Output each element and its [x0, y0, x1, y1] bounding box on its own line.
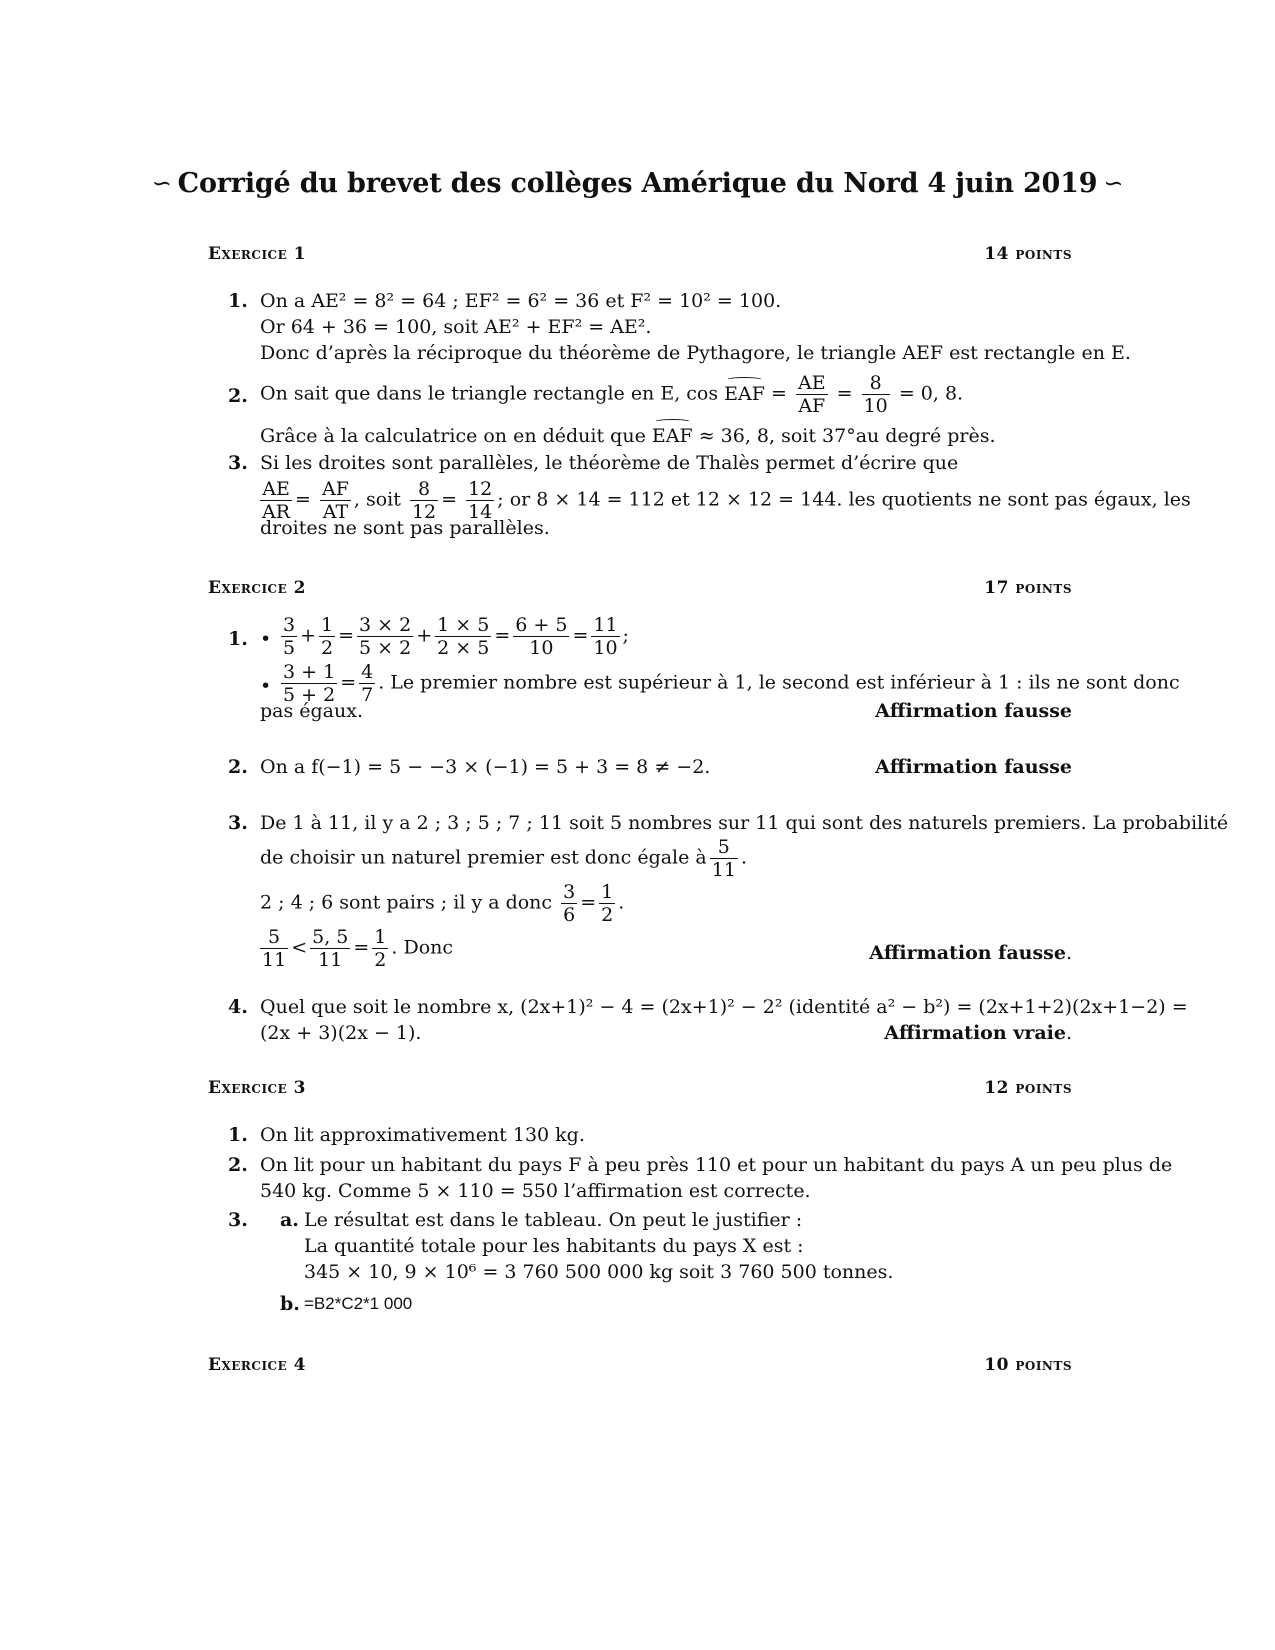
numerator: 1: [601, 881, 614, 903]
ex2-q1-bullet-b: • $\frac{3 + 1}{5 + 2}$ = $\frac{4}{7}$ . Le premier nombre est supérieur à 1, le second est inférieur à 1 : ils ne sont donc: [260, 661, 1180, 706]
denominator: 2 × 5: [437, 637, 490, 659]
denominator: AR: [262, 501, 291, 523]
denominator: 11: [711, 859, 736, 881]
ex1-q2-line1: [260, 372, 1072, 417]
fraction: [372, 926, 388, 971]
fraction-5-11: [710, 836, 738, 881]
fraction: [281, 614, 297, 659]
ex2-question-1: [228, 614, 1180, 724]
fraction: [435, 614, 491, 659]
ex2-q3-text: de choisir un naturel premier est donc égale à: [260, 846, 707, 869]
ex1-q2-text2: Grâce à la calculatrice on en déduit que: [260, 425, 646, 447]
ex2-q4-line2: [260, 1020, 1072, 1046]
denominator: AT: [322, 501, 349, 523]
exercise-4-header: [208, 1355, 1072, 1375]
numerator: 11: [593, 614, 618, 636]
ex3-question-2: [228, 1152, 1173, 1204]
verdict: Affirmation vraie.: [884, 1022, 1072, 1044]
ex2-question-4: [228, 994, 1188, 1046]
fraction: [599, 881, 615, 926]
fraction: [260, 926, 288, 971]
verdict: Affirmation fausse: [875, 756, 1072, 778]
soit-text: , soit: [353, 488, 401, 511]
result: = 0, 8.: [898, 382, 964, 405]
verdict-text: Affirmation fausse: [869, 942, 1066, 964]
title-text: Corrigé du brevet des collèges Amérique du Nord 4 juin 2019: [177, 168, 1098, 199]
ex2-q3-line4: $\frac{5}{11}$ < $\frac{5, 5}{11}$ = $\frac{1}{2}$ . Donc Affirmation fausse.: [262, 926, 1072, 971]
verdict: Affirmation fausse: [875, 700, 1072, 722]
ex3-q3a-line3: 345 × 10, 9 × 10⁶ = 3 760 500 000 kg soit 3 760 500 tonnes.: [304, 1261, 894, 1283]
exercise-2-header: [208, 578, 1072, 598]
denominator: 11: [262, 949, 287, 971]
denominator: 2: [374, 949, 387, 971]
denominator: 11: [318, 949, 343, 971]
numerator: 3 × 2: [359, 614, 412, 636]
exercise-label: Exercice 3: [208, 1078, 306, 1098]
fraction-ae-af: [796, 372, 828, 417]
exercise-1-header: [208, 244, 1072, 264]
ex2-q4-line1: Quel que soit le nombre x, (2x+1)² − 4 = (2x+1)² − 2² (identité a² − b²) = (2x+1+2)(2x+1−2) =: [260, 996, 1188, 1018]
ex2-q1-bullet-a: • $\frac{3}{5}$ + $\frac{1}{2}$ = $\frac{3 \times 2}{5 \times 2}$ + $\frac{1 \times 5}{2 \times 5}$ = $\frac{6 + 5}{10}$ = $\frac{11}{10}$ ;: [260, 614, 629, 659]
numerator: 1 × 5: [437, 614, 490, 636]
ex2-q2-text: On a f(−1) = 5 − −3 × (−1) = 5 + 3 = 8 ≠ −2.: [260, 756, 711, 778]
ex1-q3-line1: Si les droites sont parallèles, le théorème de Thalès permet d’écrire que: [260, 452, 959, 474]
ex2-q1-text: . Le premier nombre est supérieur à 1, le second est inférieur à 1 : ils ne sont donc: [378, 671, 1180, 694]
question-number: 3.: [228, 812, 248, 834]
numerator: 4: [361, 661, 374, 683]
ex2-q1-last-line: [260, 698, 1072, 724]
fraction: [561, 881, 577, 926]
fraction: [591, 614, 619, 659]
denominator: 10: [863, 395, 888, 417]
numerator: 6 + 5: [515, 614, 568, 636]
ex1-q3-line3: droites ne sont pas parallèles.: [260, 517, 550, 539]
ex3-q3-part-a: [260, 1207, 1072, 1285]
exercise-points: 10 points: [984, 1355, 1072, 1375]
numerator: 3: [283, 614, 296, 636]
subquestion-label: b.: [280, 1293, 300, 1315]
question-number: 1.: [228, 290, 248, 312]
ex1-question-1: [228, 288, 1131, 366]
exercise-label: Exercice 2: [208, 578, 306, 598]
numerator: 5: [710, 836, 738, 859]
angle-eaf: EAF: [724, 382, 765, 405]
denominator: 6: [563, 904, 576, 926]
ex3-q2-line2: 540 kg. Comme 5 × 110 = 550 l’affirmation est correcte.: [260, 1180, 811, 1202]
ex3-q3-part-b: [260, 1291, 1072, 1317]
numerator: 5: [260, 926, 288, 949]
ex1-q3-rest: ; or 8 × 14 = 112 et 12 × 12 = 144. les quotients ne sont pas égaux, les: [497, 488, 1191, 511]
denominator: 2: [321, 637, 334, 659]
ex1-q1-line3: Donc d’après la réciproque du théorème de Pythagore, le triangle AEF est rectangle en E.: [260, 342, 1131, 364]
ex1-question-3: [228, 450, 1191, 541]
numerator: 5, 5: [312, 926, 349, 948]
denominator: 7: [361, 684, 374, 706]
numerator: 12: [468, 478, 493, 500]
ex2-q1-text2: pas égaux.: [260, 700, 364, 722]
question-number: 1.: [228, 1124, 248, 1146]
ex2-q3-line1: De 1 à 11, il y a 2 ; 3 ; 5 ; 7 ; 11 soit 5 nombres sur 11 qui sont des naturels premiers. La probabilité: [260, 812, 1229, 834]
ornament-left-icon: ∽: [151, 169, 172, 197]
ex1-q1-line1: On a AE² = 8² = 64 ; EF² = 6² = 36 et F² = 10² = 100.: [260, 290, 782, 312]
ex1-q3-line2: $\frac{AE}{AR}$ = $\frac{AF}{AT}$ , soit $\frac{8}{12}$ = $\frac{12}{14}$ ; or 8 × 14 = 112 et 12 × 12 = 144. les quotients ne sont pas égaux, les: [262, 478, 1191, 523]
exercise-label: Exercice 1: [208, 244, 306, 264]
exercise-3-header: [208, 1078, 1072, 1098]
numerator: 8: [862, 372, 890, 395]
denominator: 12: [411, 501, 437, 523]
denominator: 5: [283, 637, 296, 659]
exercise-label: Exercice 4: [208, 1355, 306, 1375]
ex3-question-1: [228, 1122, 1072, 1148]
denominator: 5 + 2: [283, 684, 336, 706]
exercise-points: 14 points: [984, 244, 1072, 264]
ex3-q3a-line2: La quantité totale pour les habitants du pays X est :: [304, 1235, 804, 1257]
ex3-q3b-formula: =B2*C2*1 000: [304, 1294, 413, 1313]
question-number: 2.: [228, 756, 248, 778]
bullet-icon: •: [260, 675, 272, 697]
fraction: [310, 926, 350, 971]
ex1-q2-line2: [260, 423, 1072, 449]
numerator: AE: [797, 372, 826, 394]
ex1-q2-text3: ≈ 36, 8, soit 37°au degré près.: [698, 425, 996, 447]
ornament-right-icon: ∽: [1103, 169, 1124, 197]
denominator: 5 × 2: [359, 637, 412, 659]
question-number: 4.: [228, 996, 248, 1018]
donc-text: . Donc: [391, 936, 454, 959]
question-number: 3.: [228, 1209, 248, 1231]
ex1-q1-line2: Or 64 + 36 = 100, soit AE² + EF² = AE².: [260, 316, 652, 338]
ex2-question-2: [228, 754, 1072, 780]
ex2-q3-text2: 2 ; 4 ; 6 sont pairs ; il y a donc: [260, 891, 553, 914]
ex3-q2-line1: On lit pour un habitant du pays F à peu près 110 et pour un habitant du pays A un peu plus de: [260, 1154, 1173, 1176]
fraction: [319, 614, 335, 659]
fraction: [513, 614, 569, 659]
ex2-question-3: [228, 810, 1229, 971]
denominator: 2: [601, 904, 614, 926]
ex3-q1-text: On lit approximativement 130 kg.: [260, 1124, 585, 1146]
ex2-q3-line3: 2 ; 4 ; 6 sont pairs ; il y a donc $\frac{3}{6}$ = $\frac{1}{2}$ .: [260, 881, 625, 926]
question-number: 3.: [228, 452, 248, 474]
ex2-q4-text: (2x + 3)(2x − 1).: [260, 1022, 422, 1044]
denominator: 14: [468, 501, 493, 523]
ex2-q2-line: [260, 754, 1072, 780]
numerator: 1: [374, 926, 387, 948]
verdict: Affirmation fausse.: [869, 942, 1072, 964]
verdict-text: Affirmation vraie: [884, 1022, 1066, 1044]
ex1-question-2: [228, 372, 1072, 449]
numerator: 1: [321, 614, 334, 636]
question-number: 2.: [228, 1154, 248, 1176]
equals: =: [836, 382, 853, 405]
exercise-points: 12 points: [984, 1078, 1072, 1098]
ex2-q3-line2: de choisir un naturel premier est donc égale à $\frac{5}{11}$ .: [260, 836, 747, 881]
equals: =: [771, 382, 787, 405]
ex3-q3a-line1: Le résultat est dans le tableau. On peut le justifier :: [304, 1209, 803, 1231]
ex1-q2-text: On sait que dans le triangle rectangle en E, cos: [260, 382, 719, 405]
numerator: 3: [563, 881, 576, 903]
numerator: AE: [260, 478, 292, 501]
question-number: 2.: [228, 385, 248, 407]
ex3-question-3: [228, 1207, 1072, 1317]
angle-eaf: EAF: [651, 425, 693, 447]
numerator: 3 + 1: [283, 661, 336, 683]
page-title: [0, 168, 1275, 199]
denominator: AF: [798, 395, 826, 417]
subquestion-label: a.: [280, 1209, 299, 1231]
question-number: 1.: [228, 628, 248, 650]
numerator: 8: [410, 478, 438, 501]
denominator: 10: [529, 637, 554, 659]
numerator: AF: [322, 478, 349, 500]
denominator: 10: [593, 637, 618, 659]
bullet-icon: •: [260, 628, 272, 650]
exercise-points: 17 points: [984, 578, 1072, 598]
fraction: [357, 614, 413, 659]
fraction-8-10: [862, 372, 890, 417]
